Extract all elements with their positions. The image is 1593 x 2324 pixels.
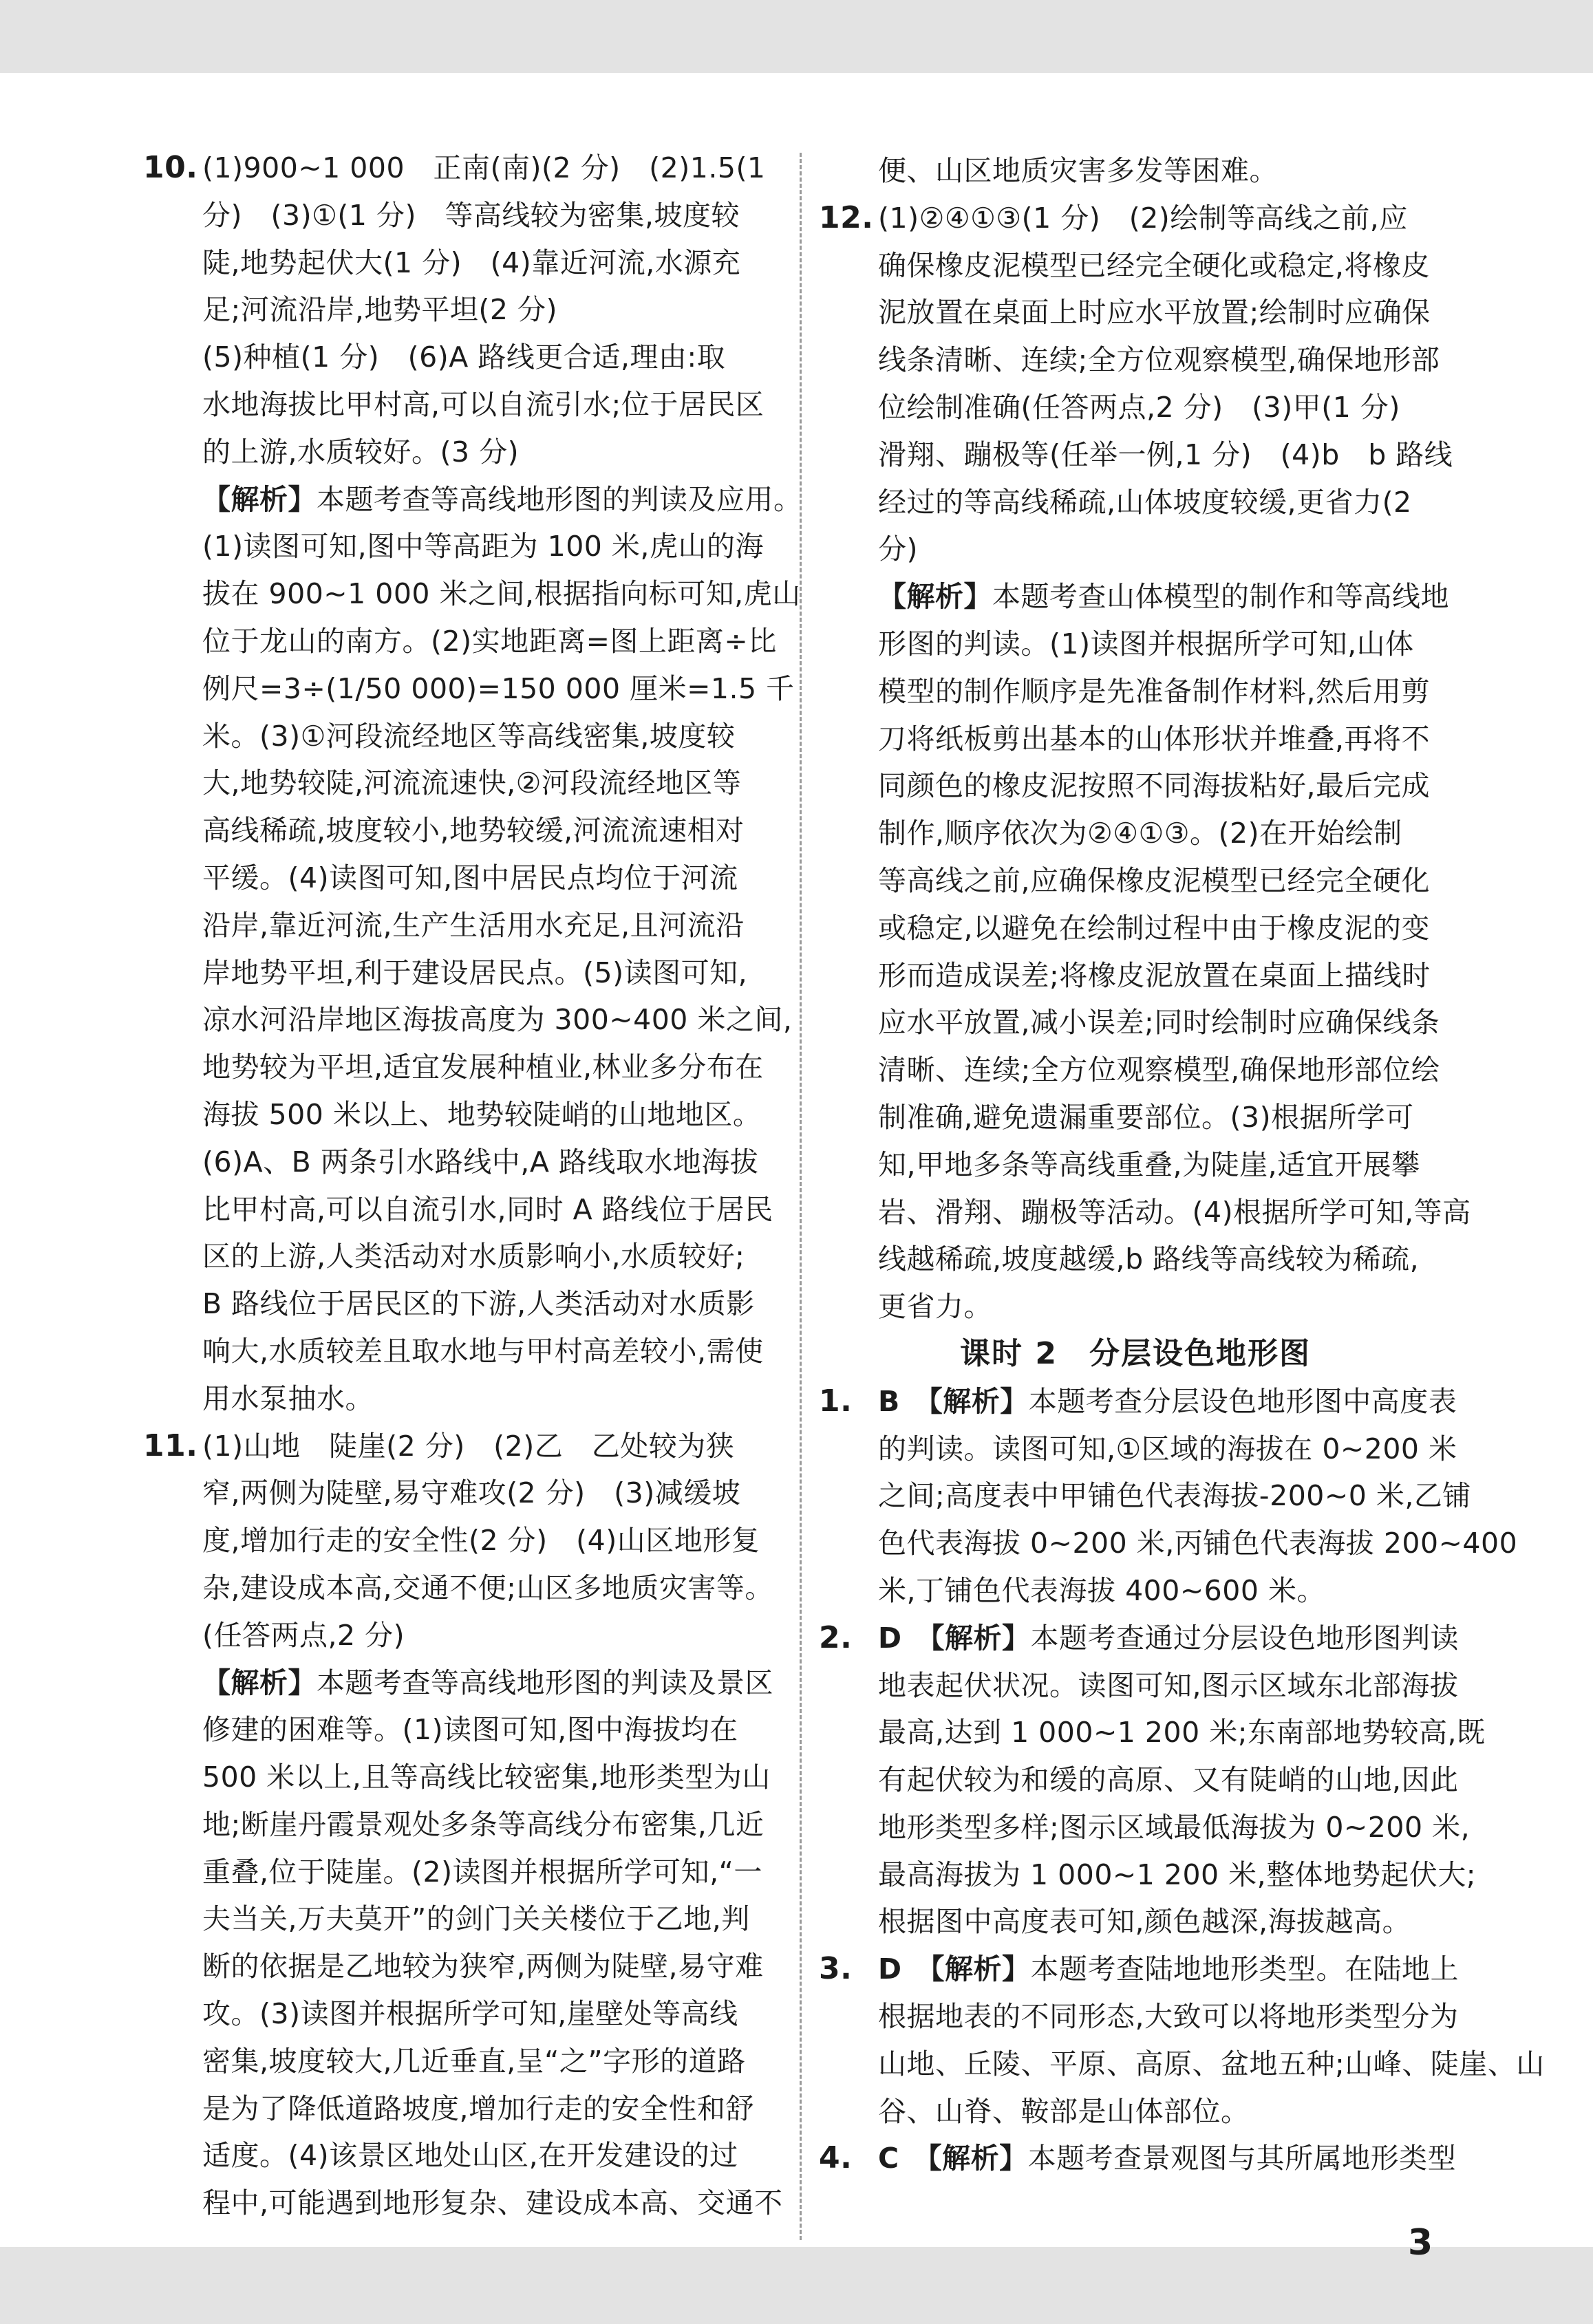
text-line: 最高海拔为 1 000~1 200 米,整体地势起伏大; <box>878 1858 1477 1891</box>
text-line: (1)②④①③(1 分) (2)绘制等高线之前,应 <box>878 201 1408 235</box>
question-number: 1. <box>819 1383 853 1419</box>
text-line: 确保橡皮泥模型已经完全硬化或稳定,将橡皮 <box>878 248 1431 282</box>
text-line: (1)900~1 000 正南(南)(2 分) (2)1.5(1 <box>202 151 766 184</box>
text-line: 海拔 500 米以上、地势较陡峭的山地地区。 <box>202 1097 762 1131</box>
section-question-3 <box>819 1946 1545 2135</box>
text-line: 米,丁铺色代表海拔 400~600 米。 <box>878 1573 1325 1607</box>
text-line: 窄,两侧为陡壁,易守难攻(2 分) (3)减缓坡 <box>202 1476 741 1510</box>
column-divider <box>800 153 802 2240</box>
text-line: (5)种植(1 分) (6)A 路线更合适,理由:取 <box>202 341 726 374</box>
text-line: 便、山区地质灾害多发等困难。 <box>878 154 1278 187</box>
text-line: (6)A、B 两条引水路线中,A 路线取水地海拔 <box>202 1145 759 1179</box>
question-number: 2. <box>819 1620 853 1655</box>
text-line: 凉水河沿岸地区海拔高度为 300~400 米之间, <box>202 1003 793 1037</box>
text-line: 制作,顺序依次为②④①③。(2)在开始绘制 <box>878 817 1402 850</box>
text-line: 最高,达到 1 000~1 200 米;东南部地势较高,既 <box>878 1716 1486 1750</box>
section-question-4 <box>819 2135 1457 2182</box>
text-line: 重叠,位于陡崖。(2)读图并根据所学可知,“一 <box>202 1855 762 1889</box>
text-line: 适度。(4)该景区地处山区,在开发建设的过 <box>202 2139 738 2173</box>
text-line: 的上游,水质较好。(3 分) <box>202 435 520 469</box>
text-line: 形图的判读。(1)读图并根据所学可知,山体 <box>878 627 1414 660</box>
question-number: 4. <box>819 2140 853 2176</box>
text-line: 更省力。 <box>878 1290 992 1324</box>
text-line: 清晰、连续;全方位观察模型,确保地形部位绘 <box>878 1053 1440 1087</box>
section-question-2 <box>819 1615 1486 1946</box>
text-line: (1)读图可知,图中等高距为 100 米,虎山的海 <box>202 530 764 563</box>
text-line: 线越稀疏,坡度越缓,b 路线等高线较为稀疏, <box>878 1242 1420 1276</box>
text-line: 根据图中高度表可知,颜色越深,海拔越高。 <box>878 1905 1411 1939</box>
text-line: 制准确,避免遗漏重要部位。(3)根据所学可 <box>878 1100 1414 1134</box>
right-column <box>819 147 1545 2182</box>
text-line: 的判读。读图可知,①区域的海拔在 0~200 米 <box>878 1432 1457 1465</box>
text-line: 米。(3)①河段流经地区等高线密集,坡度较 <box>202 719 736 753</box>
text-line: 模型的制作顺序是先准备制作材料,然后用剪 <box>878 674 1431 708</box>
text-line: 用水泵抽水。 <box>202 1381 374 1415</box>
text-line: 地;断崖丹霞景观处多条等高线分布密集,几近 <box>202 1807 765 1841</box>
text-line: 500 米以上,且等高线比较密集,地形类型为山 <box>202 1761 771 1794</box>
text-line: 度,增加行走的安全性(2 分) (4)山区地形复 <box>202 1524 760 1558</box>
question-number: 10. <box>143 150 198 185</box>
text-line: 知,甲地多条等高线重叠,为陡崖,适宜开展攀 <box>878 1148 1420 1181</box>
text-line: 程中,可能遇到地形复杂、建设成本高、交通不 <box>202 2186 783 2220</box>
text-line: 平缓。(4)读图可知,图中居民点均位于河流 <box>202 861 738 894</box>
text-line: 断的依据是乙地较为狭窄,两侧为陡壁,易守难 <box>202 1950 764 1983</box>
text-line: 岩、滑翔、蹦极等活动。(4)根据所学可知,等高 <box>878 1195 1471 1229</box>
text-line: 密集,坡度较大,几近垂直,呈“之”字形的道路 <box>202 2044 746 2078</box>
text-line: 岸地势平坦,利于建设居民点。(5)读图可知, <box>202 956 748 989</box>
text-line: 夫当关,万夫莫开”的剑门关关楼位于乙地,判 <box>202 1902 750 1936</box>
text-line: 是为了降低道路坡度,增加行走的安全性和舒 <box>202 2091 755 2125</box>
text-line: 有起伏较为和缓的高原、又有陡峭的山地,因此 <box>878 1763 1459 1797</box>
text-line: 同颜色的橡皮泥按照不同海拔粘好,最后完成 <box>878 769 1431 803</box>
text-line: 地形类型多样;图示区域最低海拔为 0~200 米, <box>878 1810 1471 1844</box>
text-line: 谷、山脊、鞍部是山体部位。 <box>878 2094 1250 2128</box>
text-line: 形而造成误差;将橡皮泥放置在桌面上描线时 <box>878 958 1431 992</box>
text-line: 比甲村高,可以自流引水,同时 A 路线位于居民 <box>202 1192 773 1226</box>
text-line: 陡,地势起伏大(1 分) (4)靠近河流,水源充 <box>202 246 741 279</box>
text-line: 根据地表的不同形态,大致可以将地形类型分为 <box>878 2000 1459 2034</box>
section-question-1 <box>819 1378 1518 1615</box>
text-line: 等高线之前,应确保橡皮泥模型已经完全硬化 <box>878 863 1431 897</box>
question-10 <box>143 144 802 1423</box>
text-line: 之间;高度表中甲铺色代表海拔-200~0 米,乙铺 <box>878 1479 1471 1513</box>
text-line: 泥放置在桌面上时应水平放置;绘制时应确保 <box>878 296 1431 330</box>
text-line: 攻。(3)读图并根据所学可知,崖壁处等高线 <box>202 1997 738 2031</box>
text-line: 刀将纸板剪出基本的山体形状并堆叠,再将不 <box>878 722 1431 755</box>
question-11-continued <box>819 147 1452 195</box>
text-line: 色代表海拔 0~200 米,丙铺色代表海拔 200~400 <box>878 1527 1518 1560</box>
text-line: 【解析】本题考查山体模型的制作和等高线地 <box>878 580 1449 614</box>
text-line: 拔在 900~1 000 米之间,根据指向标可知,虎山 <box>202 577 801 611</box>
text-line: B 路线位于居民区的下游,人类活动对水质影 <box>202 1287 755 1321</box>
text-line: 滑翔、蹦极等(任举一例,1 分) (4)b b 路线 <box>878 438 1453 471</box>
text-line: (任答两点,2 分) <box>202 1618 405 1652</box>
question-number: 3. <box>819 1951 853 1987</box>
text-line: 高线稀疏,坡度较小,地势较缓,河流流速相对 <box>202 814 745 848</box>
page-sheet <box>0 73 1593 2263</box>
text-line: D 【解析】本题考查通过分层设色地形图判读 <box>878 1621 1460 1655</box>
text-line: 分) <box>878 532 918 566</box>
question-11 <box>143 1423 783 2228</box>
text-line: 地势较为平坦,适宜发展种植业,林业多分布在 <box>202 1051 764 1084</box>
text-line: 位绘制准确(任答两点,2 分) (3)甲(1 分) <box>878 390 1400 424</box>
text-line: 分) (3)①(1 分) 等高线较为密集,坡度较 <box>202 198 740 232</box>
text-line: 【解析】本题考查等高线地形图的判读及应用。 <box>202 482 802 516</box>
text-line: 位于龙山的南方。(2)实地距离=图上距离÷比 <box>202 624 777 658</box>
text-line: 经过的等高线稀疏,山体坡度较缓,更省力(2 <box>878 485 1412 519</box>
section-title: 课时 2 分层设色地形图 <box>960 1335 1311 1371</box>
question-number: 12. <box>819 200 874 235</box>
question-12 <box>819 195 1471 1331</box>
text-line: 例尺=3÷(1/50 000)=150 000 厘米=1.5 千 <box>202 671 795 705</box>
text-line: 大,地势较陡,河流流速快,②河段流经地区等 <box>202 766 742 800</box>
text-line: 杂,建设成本高,交通不便;山区多地质灾害等。 <box>202 1571 773 1604</box>
text-line: (1)山地 陡崖(2 分) (2)乙 乙处较为狭 <box>202 1429 735 1463</box>
text-line: B 【解析】本题考查分层设色地形图中高度表 <box>878 1384 1457 1418</box>
text-line: 或稳定,以避免在绘制过程中由于橡皮泥的变 <box>878 911 1431 945</box>
text-line: 修建的困难等。(1)读图可知,图中海拔均在 <box>202 1713 738 1747</box>
text-line: 线条清晰、连续;全方位观察模型,确保地形部 <box>878 343 1440 377</box>
left-column <box>143 144 802 2227</box>
text-line: 区的上游,人类活动对水质影响小,水质较好; <box>202 1240 745 1273</box>
text-line: 地表起伏状况。读图可知,图示区域东北部海拔 <box>878 1668 1459 1702</box>
text-line: 山地、丘陵、平原、高原、盆地五种;山峰、陡崖、山 <box>878 2047 1545 2080</box>
text-line: 响大,水质较差且取水地与甲村高差较小,需使 <box>202 1334 764 1368</box>
text-line: 沿岸,靠近河流,生产生活用水充足,且河流沿 <box>202 908 745 942</box>
question-number: 11. <box>143 1428 198 1463</box>
text-line: 应水平放置,减小误差;同时绘制时应确保线条 <box>878 1006 1440 1040</box>
text-line: 【解析】本题考查等高线地形图的判读及景区 <box>202 1666 773 1699</box>
text-line: 水地海拔比甲村高,可以自流引水;位于居民区 <box>202 387 765 421</box>
text-line: C 【解析】本题考查景观图与其所属地形类型 <box>878 2142 1457 2175</box>
text-line: D 【解析】本题考查陆地地形类型。在陆地上 <box>878 1952 1460 1986</box>
text-line: 足;河流沿岸,地势平坦(2 分) <box>202 293 557 327</box>
page-number: 3 <box>1408 2222 1433 2263</box>
